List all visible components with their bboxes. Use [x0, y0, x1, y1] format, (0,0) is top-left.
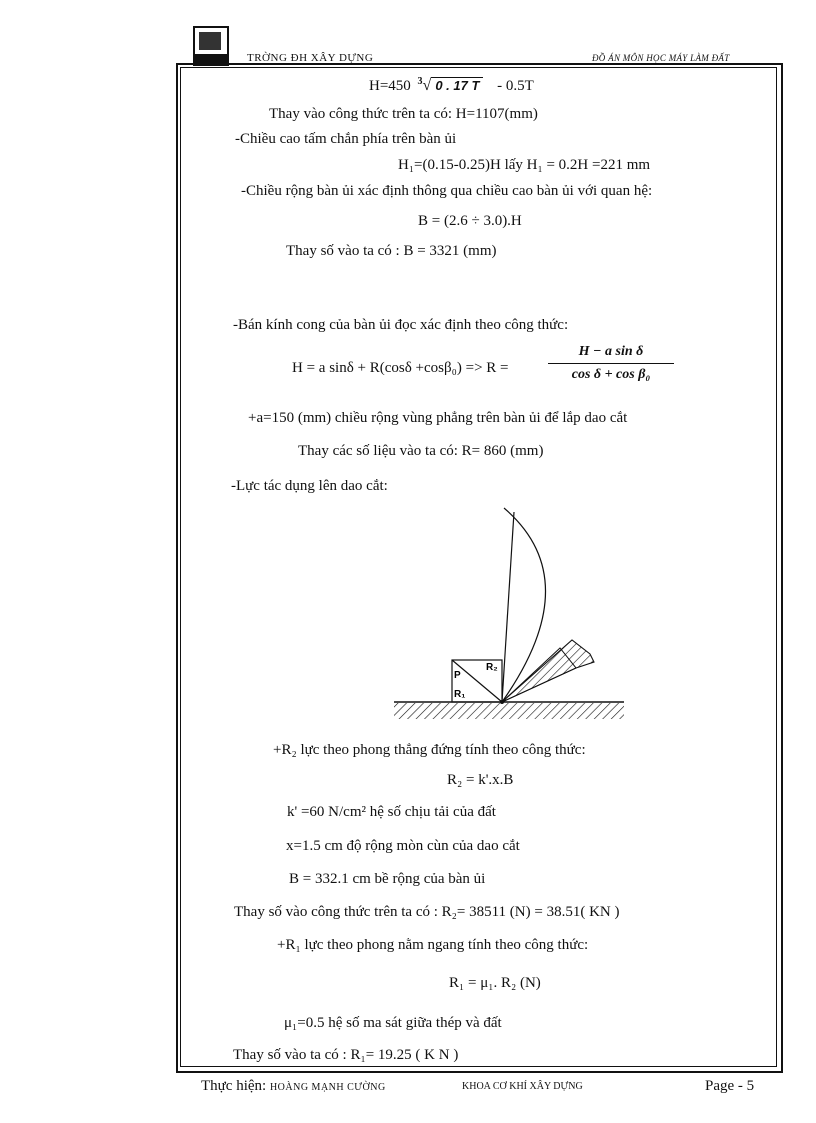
formula-b: B = (2.6 ÷ 3.0).H: [418, 213, 522, 229]
text-r2-result: Thay số vào công thức trên ta có : R₂= 38511 (N) = 38.51( KN ): [234, 904, 620, 920]
text-h-result: Thay vào công thức trên ta có: H=1107(mm): [269, 106, 538, 122]
formula-h1: H₁=(0.15-0.25)H lấy H₁ = 0.2H =221 mm: [398, 157, 651, 173]
text-b-result: Thay số vào ta có : B = 3321 (mm): [286, 243, 497, 259]
fraction-denominator: cos δ + cos β₀: [571, 367, 651, 382]
blade-force-diagram: [380, 500, 640, 730]
text-k-value: k' =60 N/cm² hệ số chịu tải của đất: [287, 804, 496, 820]
fraction-numerator: H − a sin δ: [548, 344, 674, 364]
formula-radius-fraction: [548, 344, 674, 383]
university-logo: [193, 26, 229, 66]
blade-center-line: [502, 512, 514, 702]
ground-hatch: [394, 703, 624, 719]
label-p: P: [454, 670, 461, 681]
text-mu-value: μ₁=0.5 hệ số ma sát giữa thép và đất: [284, 1015, 502, 1031]
header-school: TRỜNG ĐH XÂY DỰNG: [247, 52, 374, 64]
text-a-value: +a=150 (mm) chiều rộng vùng phẳng trên bàn ủi để lắp dao cắt: [248, 410, 628, 426]
text-r-result: Thay các số liệu vào ta có: R= 860 (mm): [298, 443, 544, 459]
header-title: ĐỒ ÁN MÔN HỌC MÁY LÀM ĐẤT: [592, 53, 730, 63]
text-radius-title: -Bán kính cong của bàn ủi đọc xác định theo công thức:: [233, 317, 569, 333]
text-b-value: B = 332.1 cm bề rộng của bàn ủi: [289, 871, 486, 887]
formula-radius: H = a sinδ + R(cosδ +cosβ₀) => R =: [292, 360, 509, 376]
text-r1-title: +R₁ lực theo phong nằm ngang tính theo công thức:: [277, 937, 589, 953]
text-shield-height: -Chiều cao tấm chắn phía trên bàn ủi: [235, 131, 457, 147]
formula-h-root: H=450 $^3$√ 0 . 17 T - 0.5T: [369, 76, 534, 94]
footer-page-number: Page - 5: [705, 1078, 755, 1094]
label-r1: R₁: [454, 689, 466, 700]
label-r2: R₂: [486, 662, 498, 673]
footer-author: Thực hiện: HOÀNG MẠNH CƯỜNG: [201, 1078, 386, 1094]
formula-r1: R₁ = μ₁. R₂ (N): [449, 975, 541, 991]
soil-chip: [502, 640, 594, 702]
text-r1-result: Thay số vào ta có : R₁= 19.25 ( K N ): [233, 1047, 459, 1063]
footer-faculty: KHOA CƠ KHÍ XÂY DỰNG: [462, 1081, 583, 1092]
blade-tip-point: [500, 700, 504, 704]
formula-r2: R₂ = k'.x.B: [447, 772, 514, 788]
text-r2-title: +R₂ lực theo phong thẳng đứng tính theo công thức:: [273, 742, 586, 758]
text-force-title: -Lực tác dụng lên dao cắt:: [231, 478, 388, 494]
text-blade-width: -Chiều rộng bàn ủi xác định thông qua chiều cao bàn ủi với quan hệ:: [241, 183, 653, 199]
text-x-value: x=1.5 cm độ rộng mòn cùn của dao cắt: [286, 838, 520, 854]
